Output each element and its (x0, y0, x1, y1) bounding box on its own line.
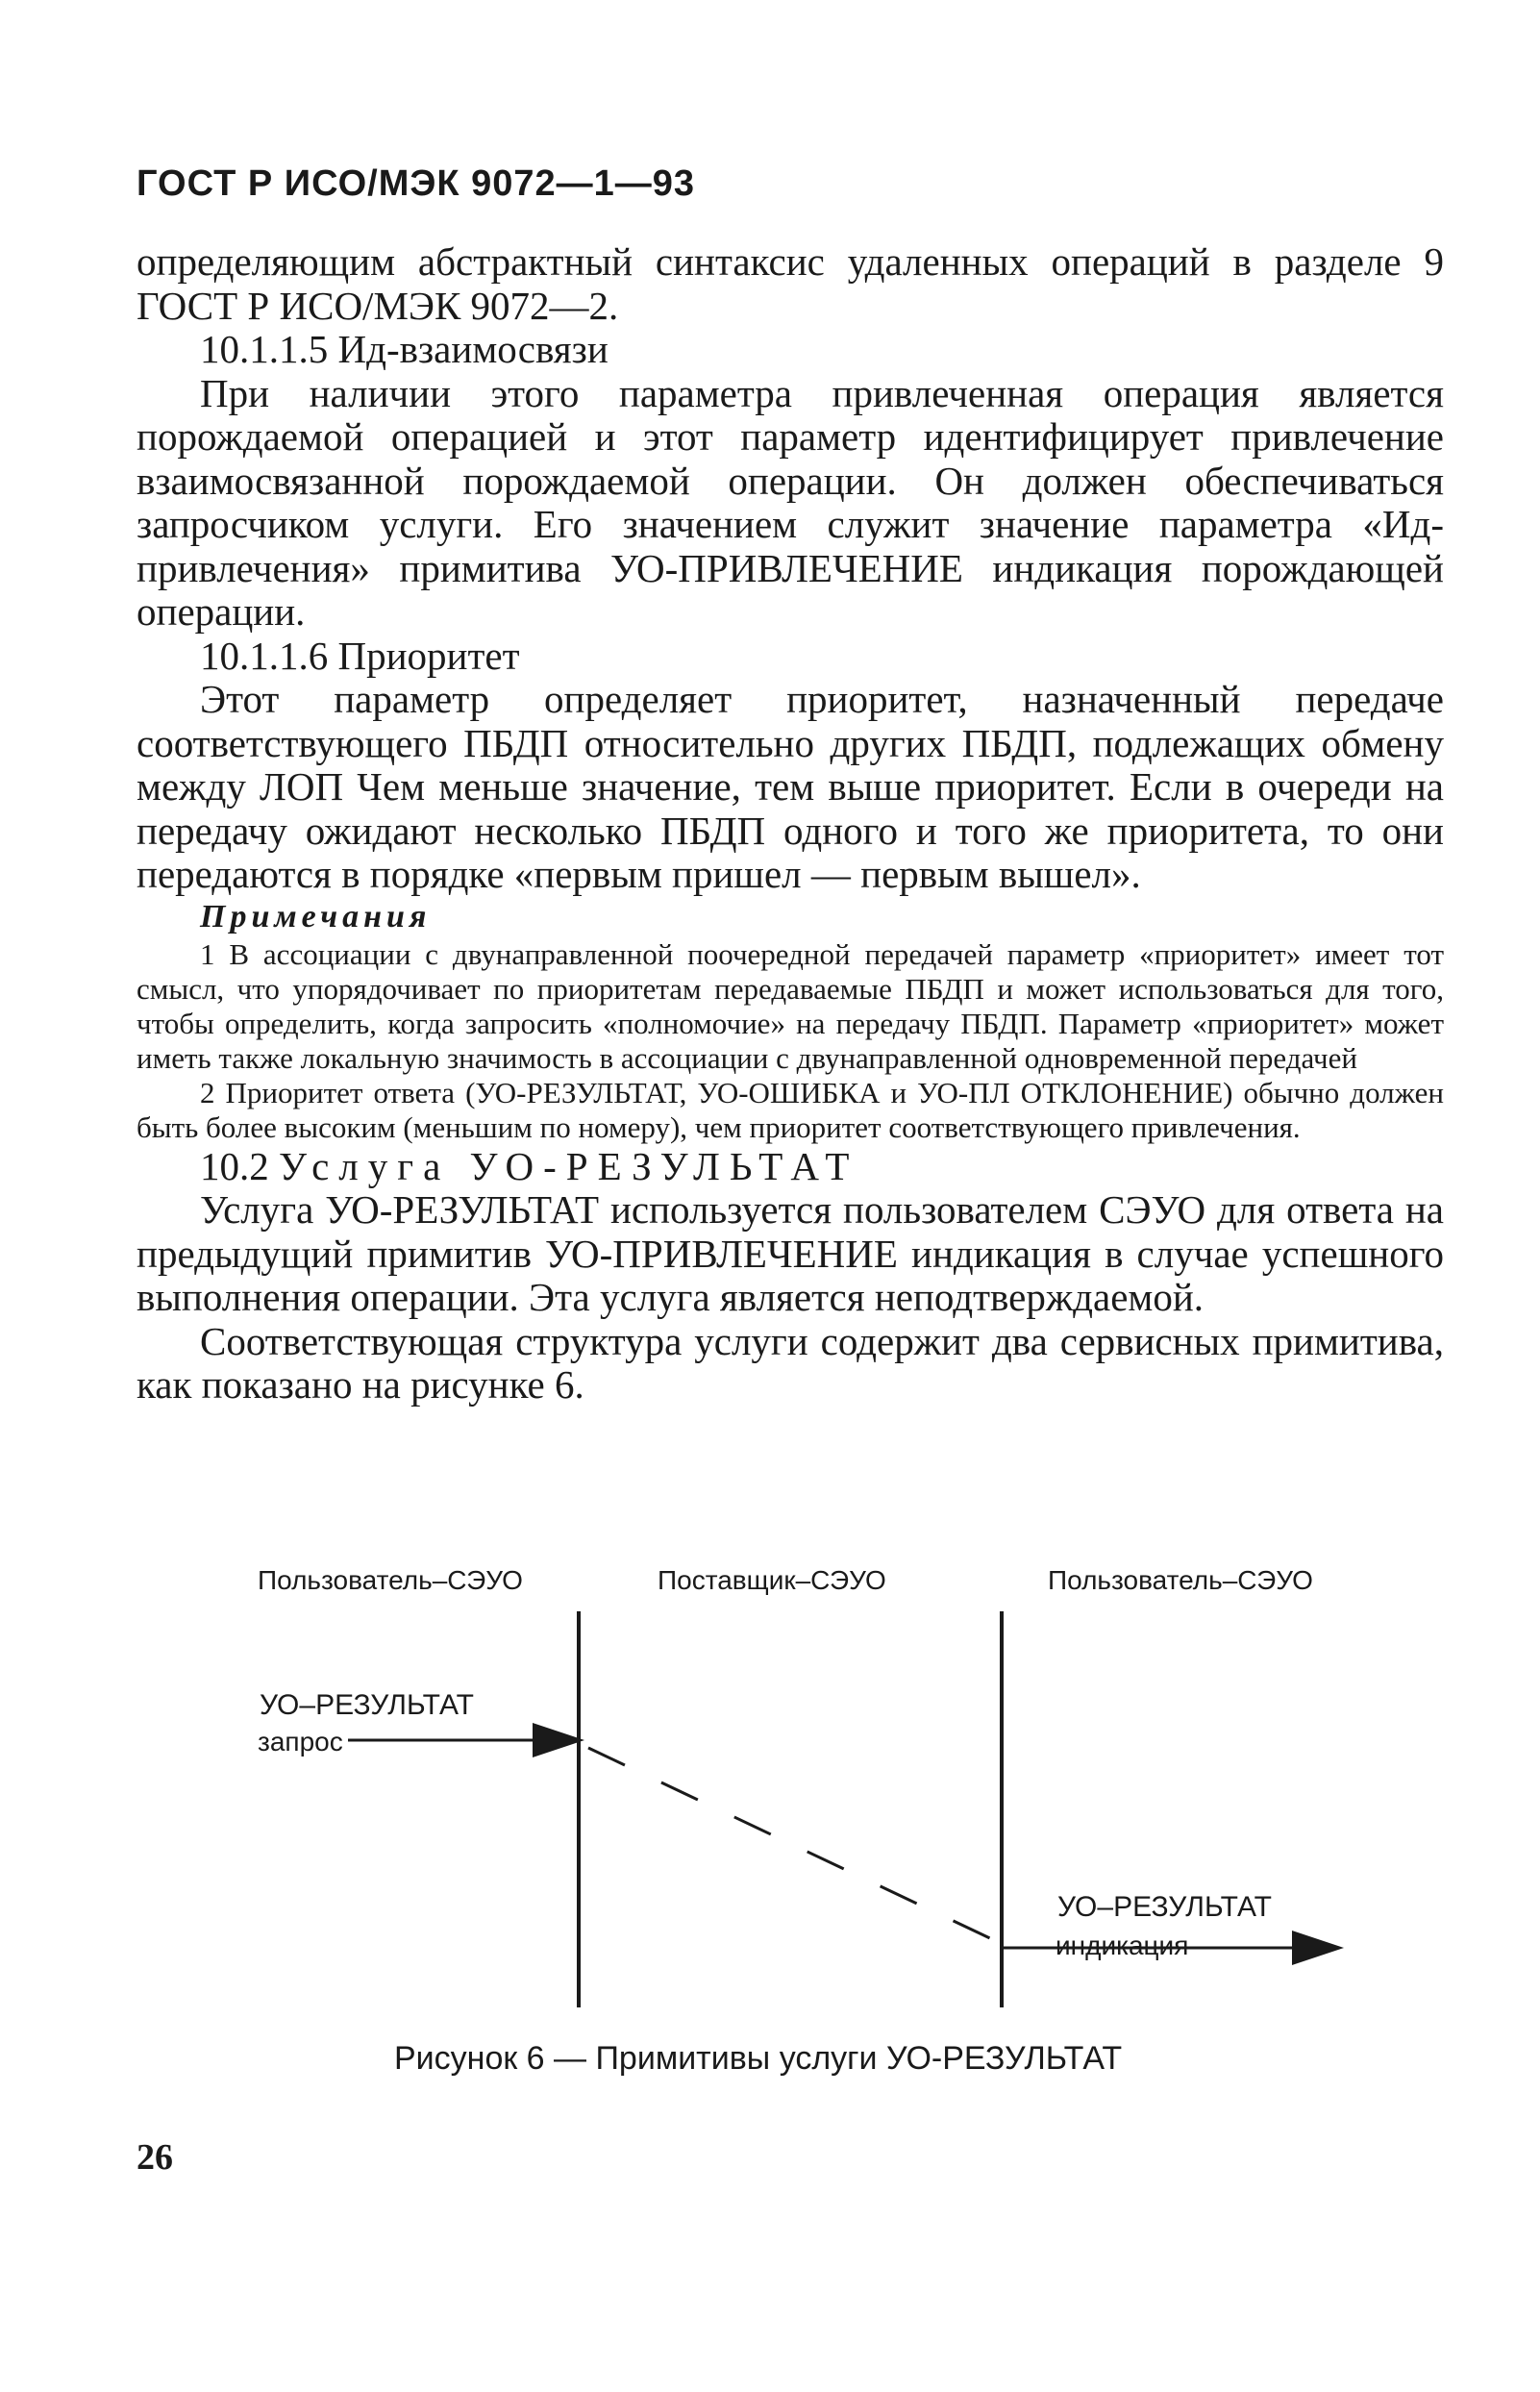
subsection-heading: 10.1.1.5 Ид-взаимосвязи (200, 327, 609, 371)
request-primitive-name: УО–РЕЗУЛЬТАТ (260, 1689, 474, 1721)
column-label-right: Пользователь–СЭУО (1048, 1565, 1313, 1595)
subsection-heading: 10.1.1.6 Приоритет (200, 633, 520, 678)
sequence-diagram (137, 1565, 1444, 2065)
diagram-lines (137, 1565, 1444, 2007)
paragraph: Услуга УО-РЕЗУЛЬТАТ используется пользователем СЭУО для ответа на предыдущий примитив УО-ПРИВЛЕЧЕНИЕ индикация в случае успешного выполнения операции. Эта услуга является неподтверждаемой. (137, 1187, 1444, 1319)
note-item: 2 Приоритет ответа (УО-РЕЗУЛЬТАТ, УО-ОШИБКА и УО-ПЛ ОТКЛОНЕНИЕ) обычно должен быть более высоким (меньшим по номеру), чем приоритет соответствующего привлечения. (137, 1075, 1444, 1144)
running-header: ГОСТ Р ИСО/МЭК 9072—1—93 (137, 163, 696, 204)
paragraph: Соответствующая структура услуги содержит два сервисных примитива, как показано на рисунке 6. (137, 1318, 1444, 1407)
section-number: 10.2 (200, 1143, 269, 1188)
notes-title: Примечания (200, 898, 432, 934)
section-title: Услуга УО-РЕЗУЛЬТАТ (279, 1143, 859, 1188)
indication-primitive-name: УО–РЕЗУЛЬТАТ (1057, 1891, 1272, 1923)
section-heading (137, 1145, 1444, 1189)
figure-caption: Рисунок 6 — Примитивы услуги УО-РЕЗУЛЬТАТ (394, 2040, 1123, 2077)
indication-primitive-type: индикация (1056, 1931, 1189, 1960)
request-primitive-type: запрос (258, 1727, 343, 1757)
note-item: 1 В ассоциации с двунаправленной поочередной передачей параметр «приоритет» имеет тот смысл, что упорядочивает по приоритетам передаваемые ПБДП и может использоваться для того, чтобы определить, когда запросить «полномочие» на передачу ПБДП. Параметр «приоритет» может иметь также локальную значимость в ассоциации с двунаправленной одновременной передачей (137, 936, 1444, 1075)
column-label-left: Пользователь–СЭУО (258, 1565, 523, 1595)
body-text (137, 240, 1444, 1408)
paragraph: При наличии этого параметра привлеченная операция является порождаемой операцией и этот параметр идентифицирует привлечение взаимосвязанной порождаемой операции. Он должен обеспечиваться запросчиком услуги. Его значением служит значение параметра «Ид-привлечения» примитива УО-ПРИВЛЕЧЕНИЕ индикация порождающей операции. (137, 370, 1444, 634)
paragraph: Этот параметр определяет приоритет, назначенный передаче соответствующего ПБДП относительно других ПБДП, подлежащих обмену между ЛОП Чем меньше значение, тем выше приоритет. Если в очереди на передачу ожидают несколько ПБДП одного и того же приоритета, то они передаются в порядке «первым пришел — первым вышел». (137, 677, 1444, 896)
page-number: 26 (137, 2137, 173, 2178)
paragraph: определяющим абстрактный синтаксис удаленных операций в разделе 9 ГОСТ Р ИСО/МЭК 9072—2. (137, 239, 1444, 328)
provider-dashed-line (588, 1748, 994, 1940)
column-label-middle: Поставщик–СЭУО (658, 1565, 886, 1595)
